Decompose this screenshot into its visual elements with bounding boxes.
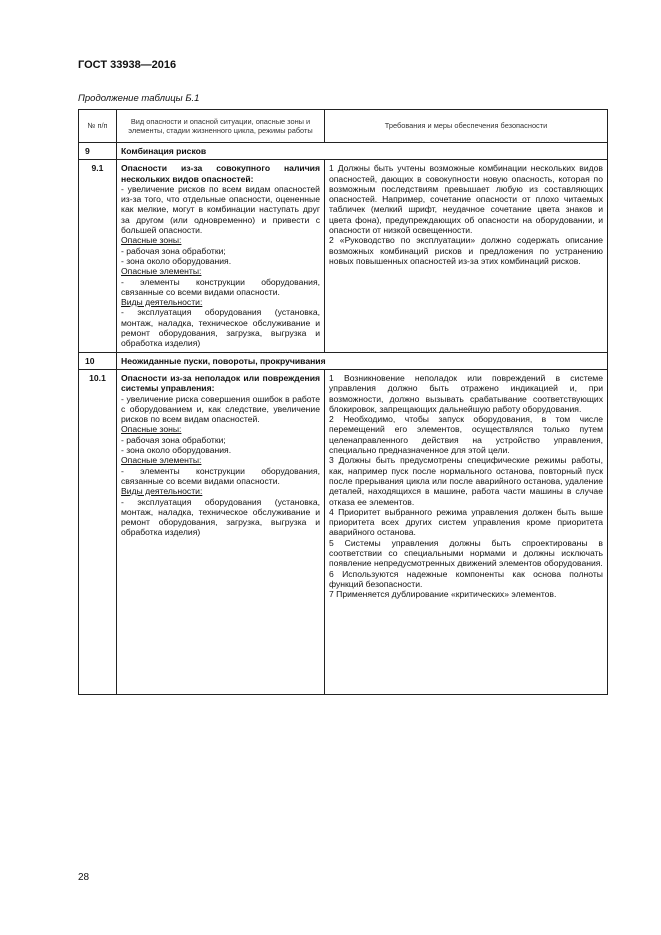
hazard-table <box>78 109 608 695</box>
table-row <box>79 369 608 694</box>
section-row <box>79 352 608 369</box>
requirement-item: 6 Используются надежные компоненты как основа полноты функций безопасности. <box>329 568 603 589</box>
zones-label: Опасные зоны: <box>121 235 182 246</box>
section-title: Комбинация рисков <box>117 143 608 160</box>
zone-item: - рабочая зона обработки; <box>121 434 226 445</box>
requirement-item: 4 Приоритет выбранного режима управления должен быть выше приоритета всех других систем управления кроме приоритета аварийного останова. <box>329 506 603 538</box>
hazard-cell <box>117 160 325 352</box>
hazard-line: - увеличение рисков по всем видам опасностей из-за того, что отдельные опасности, оцененные как мелкие, могут в комбинации наступать друг за другом (или одновременно) и привести с большей опасности. <box>121 183 320 236</box>
page-number: 28 <box>78 872 90 883</box>
table-row <box>79 160 608 352</box>
row-number: 9.1 <box>79 160 117 352</box>
table-header-row <box>79 110 608 143</box>
requirement-item: 2 Необходимо, чтобы запуск оборудования, в том числе перемещений его элементов, осуществлялся только путем целенаправленного действия на устройство управления, специально предназначенное для этой цели. <box>329 414 603 456</box>
requirements-cell <box>325 369 608 694</box>
elements-label: Опасные элементы: <box>121 266 202 277</box>
table-caption: Продолжение таблицы Б.1 <box>78 93 200 104</box>
requirements-cell <box>325 160 608 352</box>
zone-item: - зона около оборудования. <box>121 255 232 266</box>
section-number: 9 <box>79 143 117 160</box>
element-item: - элементы конструкции оборудования, связанные со всеми видами опасности. <box>121 276 320 297</box>
column-header-number: № п/п <box>79 110 117 143</box>
column-header-requirements: Требования и меры обеспечения безопасности <box>325 110 608 143</box>
section-title: Неожиданные пуски, повороты, прокручивания <box>117 352 608 369</box>
requirement-item: 3 Должны быть предусмотрены специфические режимы работы, как, например пуск после нормального останова, повторный пуск после прерывания цикла или после аварийного останова, удаление деталей, находящихся в машине, работа части машины в случае отказа ее элементов. <box>329 455 603 507</box>
zone-item: - рабочая зона обработки; <box>121 245 226 256</box>
requirement-item: 5 Системы управления должны быть спроектированы в соответствии со специальными нормами и должны исключать появление непредусмотренных движений элементов оборудования. <box>329 537 603 569</box>
hazard-line: - увеличение риска совершения ошибок в работе с оборудованием и, как следствие, увеличение рисков по всем видам опасностей. <box>121 393 320 425</box>
elements-label: Опасные элементы: <box>121 455 202 466</box>
activity-item: - эксплуатация оборудования (установка, монтаж, наладка, техническое обслуживание и ремонт оборудования, загрузка, выгрузка и обработка изделия) <box>121 496 320 538</box>
requirement-item: 2 «Руководство по эксплуатации» должно содержать описание возможных комбинаций рисков и предложения по устранению новых повышенных опасностей из-за этих комбинаций рисков. <box>329 235 603 266</box>
hazard-title: Опасности из-за совокупного наличия нескольких видов опасностей: <box>121 163 320 184</box>
zone-item: - зона около оборудования. <box>121 445 232 456</box>
column-header-hazard: Вид опасности и опасной ситуации, опасные зоны и элементы, стадии жизненного цикла, режимы работы <box>117 110 325 143</box>
document-header: ГОСТ 33938—2016 <box>78 59 177 71</box>
activities-label: Виды деятельности: <box>121 486 203 497</box>
zones-label: Опасные зоны: <box>121 424 182 435</box>
activity-item: - эксплуатация оборудования (установка, монтаж, наладка, техническое обслуживание и ремонт оборудования, загрузка, выгрузка и обработка изделия) <box>121 307 320 349</box>
hazard-title: Опасности из-за неполадок или повреждения системы управления: <box>121 372 320 394</box>
row-number: 10.1 <box>79 369 117 694</box>
requirement-item: 7 Применяется дублирование «критических» элементов. <box>329 589 557 600</box>
section-number: 10 <box>79 352 117 369</box>
requirement-item: 1 Возникновение неполадок или повреждений в системе управления должно быть отражено индикацией и, при возможности, должно вызывать срабатывание соответствующих блокировок, запрещающих дальнейшую работу оборудования. <box>329 372 603 414</box>
hazard-cell <box>117 369 325 694</box>
element-item: - элементы конструкции оборудования, связанные со всеми видами опасности. <box>121 465 320 486</box>
activities-label: Виды деятельности: <box>121 297 203 308</box>
section-row <box>79 143 608 160</box>
requirement-item: 1 Должны быть учтены возможные комбинации нескольких видов опасностей, дающих в совокупности новую опасность, которая по возможным последствиям превышает любую из составляющих опасностей. Например, сочетание опасности от плохо читаемых табличек (мелкий шрифт, неудачное сочетание цвета знаков и цвета фона), предупреждающих об опасности на оборудовании, и опасности от низкой освещенности. <box>329 163 603 236</box>
